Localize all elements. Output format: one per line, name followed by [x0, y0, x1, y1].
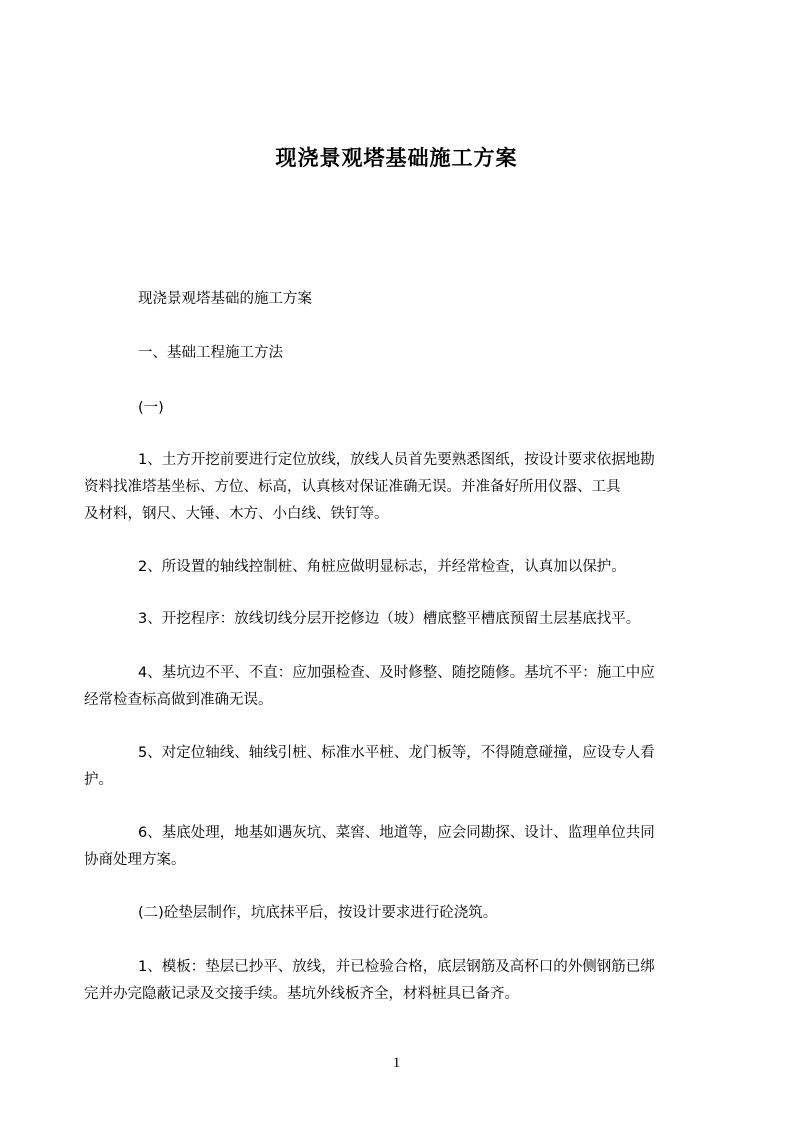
paragraph-line: 一、基础工程施工方法: [138, 345, 283, 361]
paragraph-item-1: [84, 447, 714, 528]
paragraph-item-6: [84, 820, 714, 874]
paragraph-line: 3、开挖程序：放线切线分层开挖修边（坡）槽底整平槽底预留土层基底找平。: [138, 611, 641, 627]
paragraph-line: 护。: [84, 772, 113, 788]
paragraph-line: 现浇景观塔基础的施工方案: [138, 291, 312, 307]
paragraph-line: 协商处理方案。: [84, 852, 186, 868]
paragraph-line: 6、基底处理，地基如遇灰坑、菜窖、地道等，应会同勘探、设计、监理单位共同: [138, 825, 655, 841]
section-heading-1: [84, 340, 714, 367]
paragraph-line: 完并办完隐蔽记录及交接手续。基坑外线板齐全，材料桩具已备齐。: [84, 986, 519, 1002]
paragraph-line: 资料找准塔基坐标、方位、标高，认真核对保证准确无误。并准备好所用仪器、工具: [84, 479, 621, 495]
subsection-heading-2: [84, 900, 714, 927]
paragraph-item-7: [84, 954, 714, 1008]
subsection-heading-1: [84, 395, 714, 422]
paragraph-line: 及材料，钢尺、大锤、木方、小白线、铁钉等。: [84, 506, 389, 522]
document-title: 现浇景观塔基础施工方案: [275, 146, 518, 170]
paragraph-line: 2、所设置的轴线控制桩、角桩应做明显标志，并经常检查，认真加以保护。: [138, 559, 626, 575]
paragraph-line: 5、对定位轴线、轴线引桩、标准水平桩、龙门板等，不得随意碰撞，应设专人看: [138, 745, 655, 761]
paragraph-item-2: [84, 554, 714, 581]
paragraph-item-3: [84, 606, 714, 633]
paragraph-line: (一): [138, 400, 164, 416]
paragraph-line: (二)砼垫层制作，坑底抹平后，按设计要求进行砼浇筑。: [138, 905, 498, 921]
paragraph-line: 4、基坑边不平、不直：应加强检查、及时修整、随挖随修。基坑不平：施工中应: [138, 665, 655, 681]
page-number: 1: [392, 1055, 401, 1071]
paragraph-intro: [84, 286, 714, 313]
paragraph-line: 1、模板：垫层已抄平、放线，并已检验合格，底层钢筋及高杯口的外侧钢筋已绑: [138, 959, 655, 975]
paragraph-line: 1、土方开挖前要进行定位放线，放线人员首先要熟悉图纸，按设计要求依据地勘: [138, 452, 655, 468]
paragraph-item-4: [84, 660, 714, 714]
paragraph-line: 经常检查标高做到准确无误。: [84, 692, 273, 708]
paragraph-item-5: [84, 740, 714, 794]
